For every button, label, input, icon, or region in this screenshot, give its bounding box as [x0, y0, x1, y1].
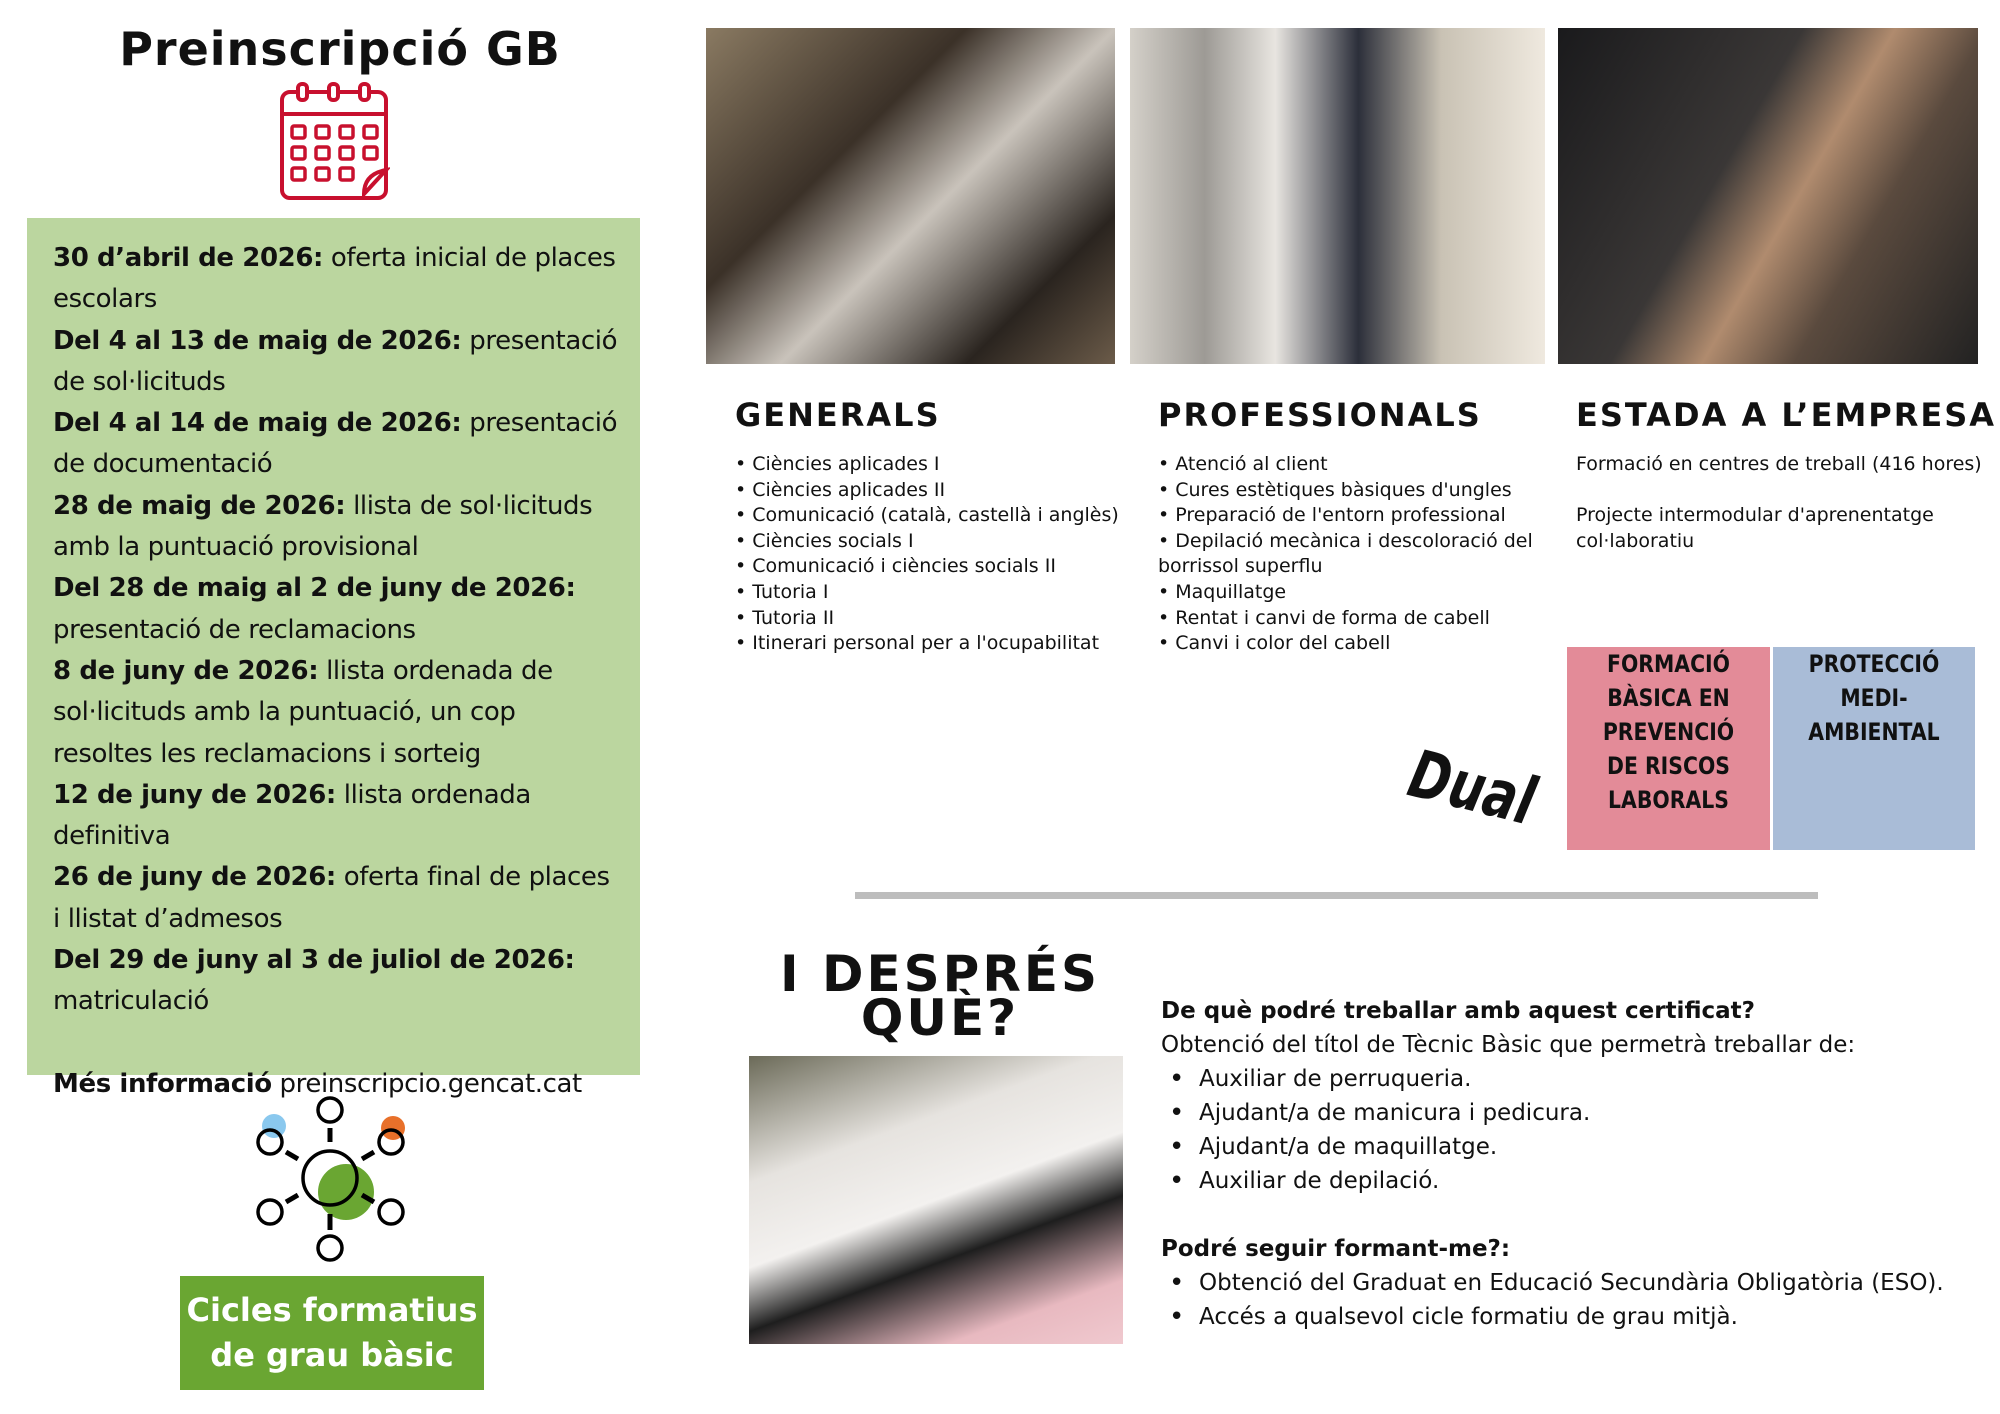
- date-description: presentació de documentació: [53, 408, 618, 480]
- professionals-item: • Cures estètiques bàsiques d'ungles: [1158, 478, 1512, 501]
- study-item: • Accés a qualsevol cicle formatiu de grau mitjà.: [1161, 1300, 1944, 1334]
- date-description: oferta final de places i llistat d’admesos: [53, 862, 610, 934]
- date-entry: [53, 238, 620, 321]
- network-logo-icon: [248, 1090, 418, 1265]
- professionals-heading: PROFESSIONALS: [1158, 396, 1482, 434]
- generals-item: • Tutoria I: [735, 580, 829, 603]
- dual-label: Dual: [1401, 735, 1543, 841]
- date-label: 12 de juny de 2026:: [53, 779, 336, 810]
- date-label: 30 d’abril de 2026:: [53, 243, 324, 273]
- professionals-item: • Preparació de l'entorn professional: [1158, 504, 1506, 527]
- after-section: [1161, 994, 1944, 1334]
- professionals-item: • Canvi i color del cabell: [1158, 632, 1391, 655]
- date-label: Del 29 de juny al 3 de juliol de 2026:: [53, 945, 575, 976]
- date-description: presentació de sol·licituds: [53, 325, 618, 397]
- date-entry: [53, 651, 620, 775]
- heading-line: QUÈ?: [860, 989, 1020, 1047]
- date-label: Del 4 al 13 de maig de 2026:: [53, 325, 462, 356]
- estada-list: [1576, 452, 1986, 554]
- professionals-list: [1158, 452, 1538, 657]
- date-label: 28 de maig de 2026:: [53, 490, 346, 521]
- date-entry: [53, 857, 620, 940]
- date-description: oferta inicial de places escolars: [53, 243, 616, 315]
- date-entry: [53, 403, 620, 486]
- generals-heading: GENERALS: [735, 396, 941, 434]
- date-entry: [53, 321, 620, 404]
- professionals-item: • Maquillatge: [1158, 580, 1287, 603]
- date-label: 26 de juny de 2026:: [53, 862, 336, 893]
- professionals-item: • Atenció al client: [1158, 453, 1328, 475]
- generals-item: • Itinerari personal per a l'ocupabilitat: [735, 632, 1100, 655]
- heading-line: I DESPRÉS: [780, 945, 1100, 1003]
- date-description: matriculació: [53, 986, 209, 1017]
- salon-photo: [1130, 28, 1545, 364]
- work-item: • Ajudant/a de manicura i pedicura.: [1161, 1096, 1944, 1130]
- divider: [855, 892, 1818, 899]
- professionals-item: • Rentat i canvi de forma de cabell: [1158, 606, 1490, 629]
- date-entry: [53, 775, 620, 858]
- riscos-text: FORMACIÓ BÀSICA EN PREVENCIÓ DE RISCOS LABORALS: [1602, 650, 1735, 814]
- study-list: [1161, 1266, 1944, 1334]
- estada-item: Projecte intermodular d'aprenentatge col·laboratiu: [1576, 504, 1934, 552]
- dates-panel: [27, 218, 640, 1099]
- cicles-label: [180, 1276, 484, 1390]
- work-item: • Auxiliar de depilació.: [1161, 1164, 1944, 1198]
- page-title: Preinscripció GB: [119, 22, 561, 76]
- work-question: De què podré treballar amb aquest certificat?: [1161, 998, 1755, 1024]
- estada-heading: ESTADA A L’EMPRESA: [1576, 396, 1997, 434]
- despres-heading: [770, 945, 1110, 1047]
- generals-item: • Ciències socials I: [735, 529, 914, 552]
- date-description: llista ordenada de sol·licituds amb la puntuació, un cop resoltes les reclamacions i sorteig: [53, 655, 553, 769]
- generals-item: • Comunicació (català, castellà i anglès): [735, 504, 1119, 527]
- date-entry: [53, 486, 620, 569]
- generals-item: • Comunicació i ciències socials II: [735, 555, 1056, 578]
- work-intro: Obtenció del títol de Tècnic Bàsic que permetrà treballar de:: [1161, 1032, 1856, 1058]
- label-line: de grau bàsic: [210, 1336, 454, 1374]
- label-line: Cicles formatius: [186, 1291, 478, 1329]
- work-list: [1161, 1062, 1944, 1198]
- medi-box: [1773, 647, 1975, 850]
- hair-drying-photo: [1558, 28, 1978, 364]
- riscos-box: [1567, 647, 1770, 850]
- generals-item: • Ciències aplicades II: [735, 478, 946, 501]
- date-label: Del 4 al 14 de maig de 2026:: [53, 408, 462, 439]
- date-description: llista de sol·licituds amb la puntuació provisional: [53, 490, 593, 563]
- calendar-icon: [278, 82, 390, 202]
- study-question: Podré seguir formant-me?:: [1161, 1236, 1511, 1262]
- professionals-item: • Depilació mecànica i descoloració del borrissol superflu: [1158, 529, 1533, 578]
- date-entry: [53, 940, 620, 1023]
- more-info-link[interactable]: preinscripcio.gencat.cat: [271, 1068, 582, 1099]
- work-item: • Ajudant/a de maquillatge.: [1161, 1130, 1944, 1164]
- date-entry: [53, 568, 620, 651]
- generals-item: • Ciències aplicades I: [735, 453, 940, 475]
- study-item: • Obtenció del Graduat en Educació Secundària Obligatòria (ESO).: [1161, 1266, 1944, 1300]
- date-label: 8 de juny de 2026:: [53, 655, 319, 686]
- estada-item: Formació en centres de treball (416 hores): [1576, 453, 1982, 475]
- date-description: llista ordenada definitiva: [53, 779, 531, 852]
- generals-item: • Tutoria II: [735, 606, 835, 629]
- date-description: presentació de reclamacions: [53, 614, 416, 645]
- manicure-photo: [749, 1056, 1123, 1344]
- work-item: • Auxiliar de perruqueria.: [1161, 1062, 1944, 1096]
- generals-list: [735, 452, 1145, 657]
- date-label: Del 28 de maig al 2 de juny de 2026:: [53, 573, 576, 604]
- hair-washing-photo: [706, 28, 1115, 364]
- more-info: Més informació preinscripcio.gencat.cat: [53, 1068, 582, 1099]
- medi-text: PROTECCIÓ MEDI-AMBIENTAL: [1808, 650, 1940, 746]
